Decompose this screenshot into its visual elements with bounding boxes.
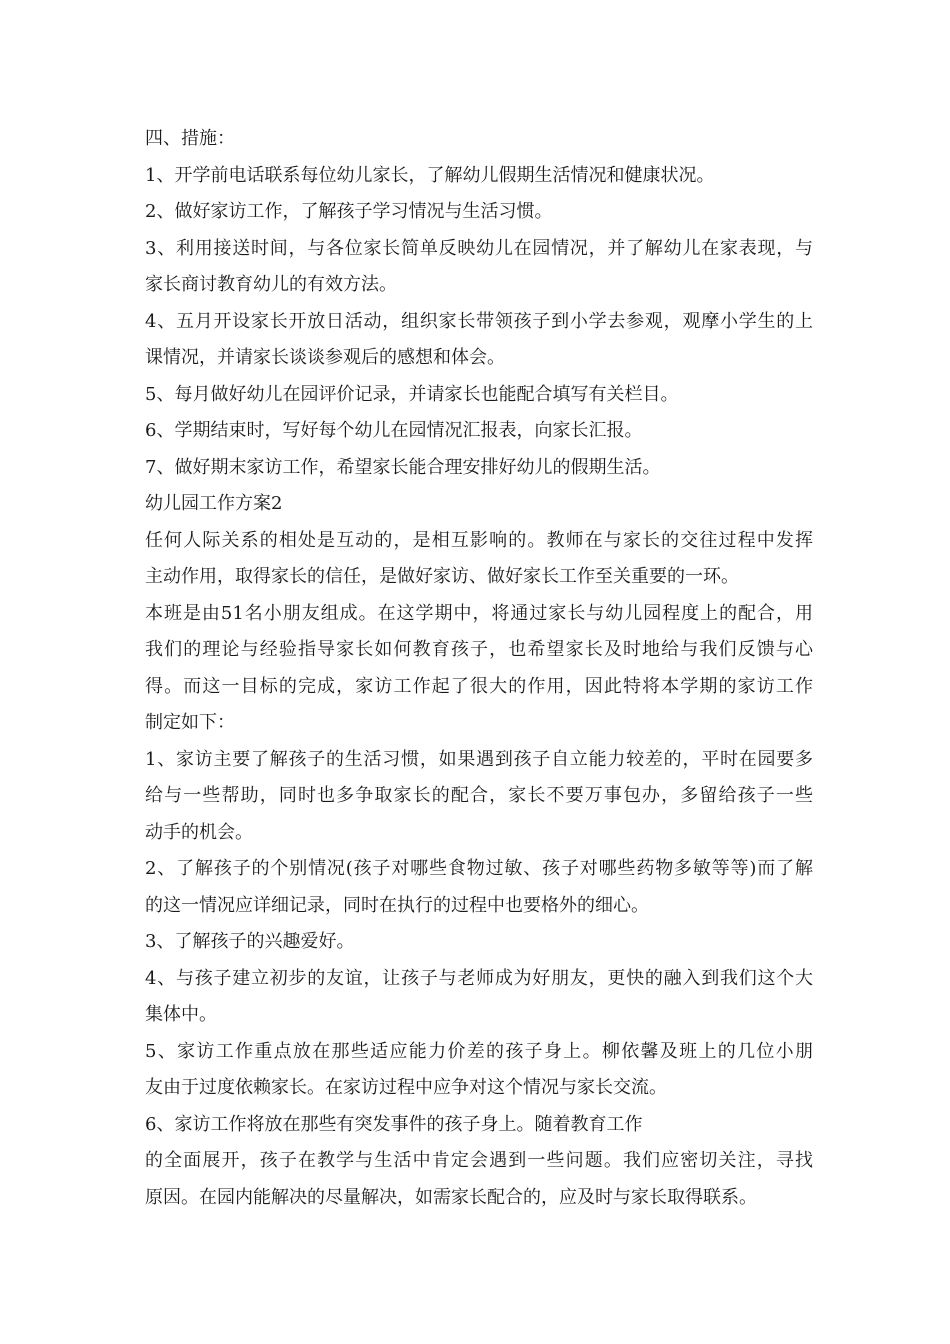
paragraph-line: 2、了解孩子的个别情况(孩子对哪些食物过敏、孩子对哪些药物多敏等等)而了解 [145,858,813,879]
paragraph-line: 我们的理论与经验指导家长如何教育孩子，也希望家长及时地给与我们反馈与心 [145,639,813,660]
paragraph-line: 的这一情况应详细记录，同时在执行的过程中也要格外的细心。 [145,894,649,916]
section-title: 幼儿园工作方案2 [145,493,283,514]
paragraph-line: 7、做好期末家访工作，希望家长能合理安排好幼儿的假期生活。 [145,456,661,478]
paragraph-line: 4、与孩子建立初步的友谊，让孩子与老师成为好朋友，更快的融入到我们这个大 [145,967,813,989]
paragraph-line: 3、利用接送时间，与各位家长简单反映幼儿在园情况，并了解幼儿在家表现，与 [145,237,813,259]
paragraph-line: 集体中。 [145,1004,217,1025]
paragraph-line: 原因。在园内能解决的尽量解决，如需家长配合的，应及时与家长取得联系。 [145,1186,757,1208]
paragraph-line: 6、家访工作将放在那些有突发事件的孩子身上。随着教育工作 [145,1113,643,1135]
paragraph-line: 得。而这一目标的完成，家访工作起了很大的作用，因此特将本学期的家访工作 [145,675,813,697]
paragraph-line: 给与一些帮助，同时也多争取家长的配合，家长不要万事包办，多留给孩子一些 [145,785,813,806]
paragraph-line: 课情况，并请家长谈谈参观后的感想和体会。 [145,347,505,368]
paragraph-line: 动手的机会。 [145,821,253,843]
paragraph-line: 的全面展开，孩子在教学与生活中肯定会遇到一些问题。我们应密切关注，寻找 [145,1150,813,1171]
paragraph-line: 家长商讨教育幼儿的有效方法。 [145,274,397,295]
paragraph-line: 任何人际关系的相处是互动的，是相互影响的。教师在与家长的交往过程中发挥 [145,529,813,551]
paragraph-line: 3、了解孩子的兴趣爱好。 [145,931,355,952]
section-heading: 四、措施： [145,128,235,149]
paragraph-line: 制定如下： [145,712,235,733]
paragraph-line: 5、家访工作重点放在那些适应能力价差的孩子身上。柳依馨及班上的几位小朋 [145,1040,813,1062]
paragraph-line: 6、学期结束时，写好每个幼儿在园情况汇报表，向家长汇报。 [145,420,643,441]
paragraph-line: 友由于过度依赖家长。在家访过程中应争对这个情况与家长交流。 [145,1077,667,1098]
paragraph-line: 4、五月开设家长开放日活动，组织家长带领孩子到小学去参观，观摩小学生的上 [145,310,813,332]
paragraph-line: 1、家访主要了解孩子的生活习惯，如果遇到孩子自立能力较差的，平时在园要多 [145,748,813,770]
paragraph-line: 1、开学前电话联系每位幼儿家长，了解幼儿假期生活情况和健康状况。 [145,164,715,186]
paragraph-line: 5、每月做好幼儿在园评价记录，并请家长也能配合填写有关栏目。 [145,383,679,405]
paragraph-line: 2、做好家访工作，了解孩子学习情况与生活习惯。 [145,201,553,222]
paragraph-line: 本班是由51名小朋友组成。在这学期中，将通过家长与幼儿园程度上的配合，用 [145,602,813,624]
document-body [145,121,813,1216]
paragraph-line: 主动作用，取得家长的信任，是做好家访、做好家长工作至关重要的一环。 [145,566,739,587]
